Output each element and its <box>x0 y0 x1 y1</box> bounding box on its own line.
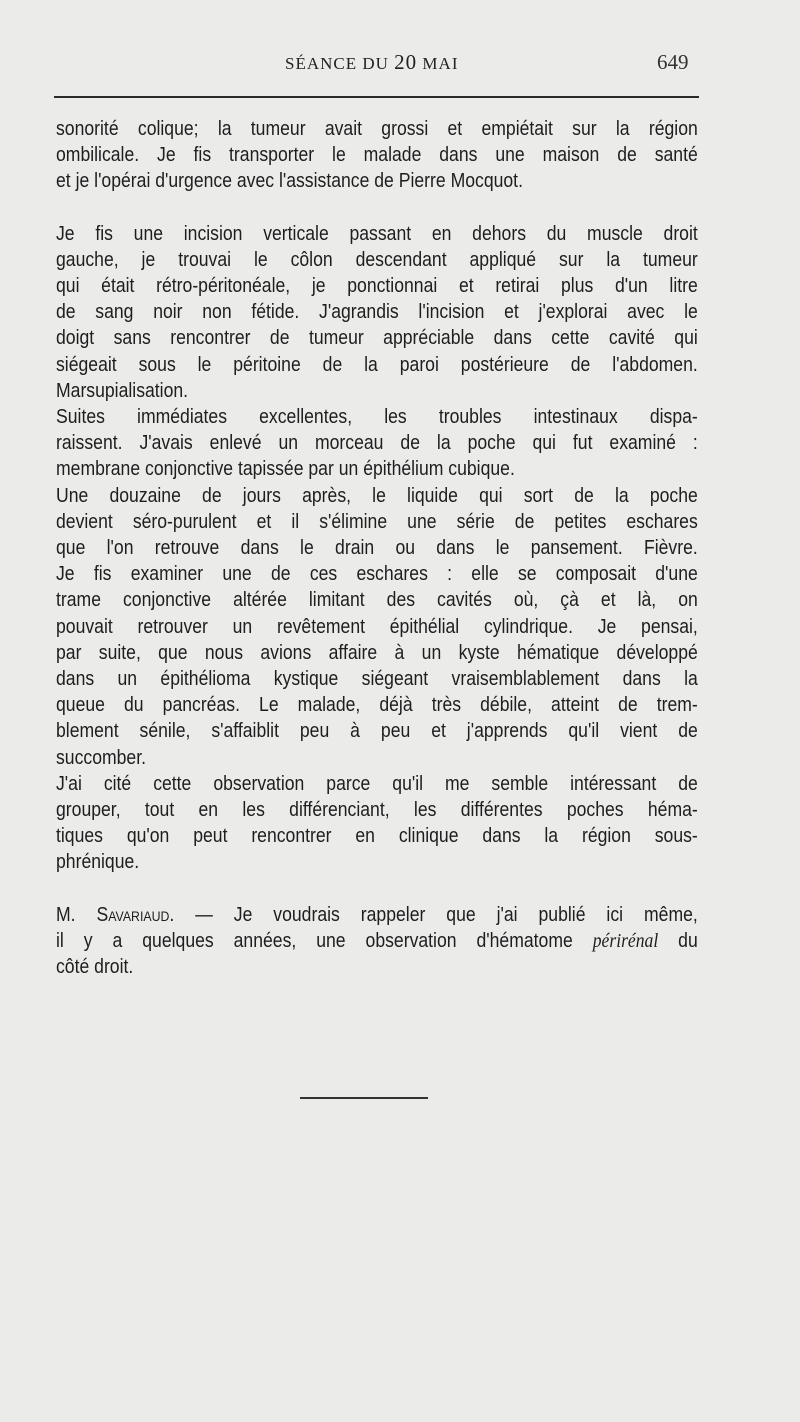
paragraph <box>56 404 698 483</box>
text-line <box>56 902 698 928</box>
text-line: J'ai cité cette observation parce qu'il me semble intéressant de <box>56 772 698 795</box>
running-head <box>0 44 800 84</box>
text-line: dans un épithélioma kystique siégeant vraisemblablement dans la <box>56 668 698 691</box>
intervention-text: il y a quelques années, une observation d'hématome <box>56 929 593 952</box>
text-line: Je fis examiner une de ces eschares : elle se composait d'une <box>56 563 698 586</box>
text-line: et je l'opérai d'urgence avec l'assistance de Pierre Mocquot. <box>56 170 523 193</box>
text-line: succomber. <box>56 746 146 769</box>
italic-term: périrénal <box>592 929 659 952</box>
text-line: Suites immédiates excellentes, les troubles intestinaux dispa- <box>56 406 698 429</box>
header-title-day: 20 <box>394 50 418 74</box>
text-line: membrane conjonctive tapissée par un épithélium cubique. <box>56 458 515 481</box>
header-divider <box>54 96 699 98</box>
paragraph <box>56 116 698 195</box>
text-line: devient séro-purulent et il s'élimine une série de petites eschares <box>56 510 698 533</box>
text-line: gauche, je trouvai le côlon descendant appliqué sur la tumeur <box>56 248 698 271</box>
text-line: que l'on retrouve dans le drain ou dans le pansement. Fièvre. <box>56 537 698 560</box>
text-line: grouper, tout en les différenciant, les différentes poches héma- <box>56 799 698 822</box>
text-line: sonorité colique; la tumeur avait grossi et empiétait sur la région <box>56 118 698 140</box>
text-line <box>56 928 698 954</box>
text-line: de sang noir non fétide. J'agrandis l'incision et j'explorai avec le <box>56 301 698 324</box>
paragraph <box>56 221 698 404</box>
intervention-text: du <box>658 929 698 952</box>
text-line: qui était rétro-péritonéale, je ponctionnai et retirai plus d'un litre <box>56 275 698 298</box>
text-line: Marsupialisation. <box>56 379 189 402</box>
text-line: par suite, que nous avions affaire à un kyste hématique développé <box>56 641 698 664</box>
text-line: phrénique. <box>56 851 140 874</box>
paragraph <box>56 483 698 771</box>
body-text <box>56 116 698 980</box>
page-number: 649 <box>657 50 689 74</box>
text-line: pouvait retrouver un revêtement épithélial cylindrique. Je pensai, <box>56 615 698 638</box>
section-end-rule <box>300 1097 428 1099</box>
paragraph <box>56 771 698 876</box>
text-line: raissent. J'avais enlevé un morceau de la poche qui fut examiné : <box>56 432 698 455</box>
text-line: tiques qu'on peut rencontrer en clinique dans la région sous- <box>56 825 698 848</box>
body-text-inner <box>56 116 698 980</box>
text-line: trame conjonctive altérée limitant des cavités où, çà et là, on <box>56 589 698 612</box>
page-header-title <box>285 50 458 75</box>
header-title-month: MAI <box>417 54 459 73</box>
text-line: Une douzaine de jours après, le liquide qui sort de la poche <box>56 484 698 507</box>
text-line: Je fis une incision verticale passant en dehors du muscle droit <box>56 222 698 245</box>
text-line: siégeait sous le péritoine de la paroi postérieure de l'abdomen. <box>56 353 698 376</box>
speaker-name: M. Savariaud <box>56 903 170 926</box>
header-title-prefix: SÉANCE DU <box>285 54 395 73</box>
text-line: blement sénile, s'affaiblit peu à peu et j'apprends qu'il vient de <box>56 720 698 743</box>
intervention-text: . — Je voudrais rappeler que j'ai publié ici même, <box>169 903 698 926</box>
intervention-paragraph <box>56 902 698 981</box>
text-line: queue du pancréas. Le malade, déjà très débile, atteint de trem- <box>56 694 698 717</box>
text-line: doigt sans rencontrer de tumeur appréciable dans cette cavité qui <box>56 327 698 350</box>
text-line: côté droit. <box>56 956 134 979</box>
text-line: ombilicale. Je fis transporter le malade dans une maison de santé <box>56 144 698 167</box>
